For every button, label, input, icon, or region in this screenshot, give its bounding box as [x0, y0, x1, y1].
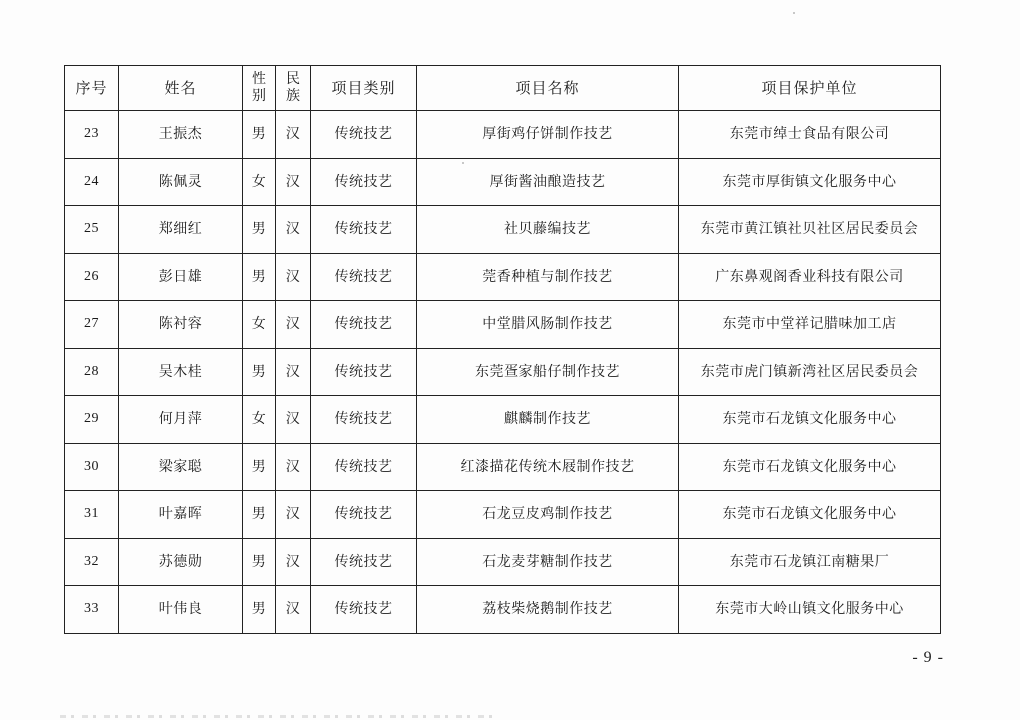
cell-project: 东莞疍家船仔制作技艺 [417, 348, 679, 396]
cell-unit: 广东鼻观阁香业科技有限公司 [679, 253, 941, 301]
header-gender-line-1: 性 [252, 71, 266, 87]
cell-ethnicity: 汉 [276, 158, 311, 206]
header-project: 项目名称 [417, 66, 679, 111]
cell-unit: 东莞市厚街镇文化服务中心 [679, 158, 941, 206]
table-header-row [65, 66, 941, 111]
header-gender-line-2: 别 [252, 88, 266, 104]
heritage-inheritor-table [64, 65, 941, 634]
table-row [65, 158, 941, 206]
cell-category: 传统技艺 [311, 586, 417, 634]
table-row [65, 586, 941, 634]
header-unit: 项目保护单位 [679, 66, 941, 111]
cell-gender: 男 [243, 111, 276, 159]
cell-unit: 东莞市绰士食品有限公司 [679, 111, 941, 159]
cell-category: 传统技艺 [311, 111, 417, 159]
cell-gender: 女 [243, 396, 276, 444]
cell-ethnicity: 汉 [276, 111, 311, 159]
cell-gender: 男 [243, 491, 276, 539]
cell-no: 24 [65, 158, 119, 206]
cell-category: 传统技艺 [311, 206, 417, 254]
page-number: - 9 - [912, 649, 944, 666]
cell-gender: 男 [243, 348, 276, 396]
cell-unit: 东莞市石龙镇文化服务中心 [679, 396, 941, 444]
cell-project: 麒麟制作技艺 [417, 396, 679, 444]
cell-project: 石龙麦芽糖制作技艺 [417, 538, 679, 586]
cell-gender: 男 [243, 586, 276, 634]
cell-project: 社贝藤编技艺 [417, 206, 679, 254]
table-row [65, 253, 941, 301]
table-row [65, 491, 941, 539]
cell-category: 传统技艺 [311, 396, 417, 444]
cell-no: 30 [65, 443, 119, 491]
table-row [65, 396, 941, 444]
cell-ethnicity: 汉 [276, 538, 311, 586]
cell-gender: 女 [243, 158, 276, 206]
cell-no: 25 [65, 206, 119, 254]
cell-no: 26 [65, 253, 119, 301]
cell-project: 中堂腊风肠制作技艺 [417, 301, 679, 349]
header-category: 项目类别 [311, 66, 417, 111]
cell-name: 梁家聪 [119, 443, 243, 491]
cell-project: 红漆描花传统木屐制作技艺 [417, 443, 679, 491]
cell-no: 28 [65, 348, 119, 396]
cell-ethnicity: 汉 [276, 443, 311, 491]
cell-project: 厚街鸡仔饼制作技艺 [417, 111, 679, 159]
cell-name: 郑细红 [119, 206, 243, 254]
cell-no: 32 [65, 538, 119, 586]
cell-ethnicity: 汉 [276, 396, 311, 444]
cell-unit: 东莞市虎门镇新湾社区居民委员会 [679, 348, 941, 396]
cell-name: 叶嘉晖 [119, 491, 243, 539]
table-row [65, 301, 941, 349]
scan-speck [462, 162, 464, 164]
table-row [65, 348, 941, 396]
cell-category: 传统技艺 [311, 301, 417, 349]
cell-project: 莞香种植与制作技艺 [417, 253, 679, 301]
cell-unit: 东莞市大岭山镇文化服务中心 [679, 586, 941, 634]
cell-ethnicity: 汉 [276, 348, 311, 396]
header-ethnicity-line-2: 族 [286, 88, 300, 104]
cell-name: 陈佩灵 [119, 158, 243, 206]
cell-name: 王振杰 [119, 111, 243, 159]
cell-name: 何月萍 [119, 396, 243, 444]
cell-category: 传统技艺 [311, 348, 417, 396]
cell-name: 吴木桂 [119, 348, 243, 396]
cell-category: 传统技艺 [311, 158, 417, 206]
cell-no: 27 [65, 301, 119, 349]
cell-name: 叶伟良 [119, 586, 243, 634]
table-row [65, 443, 941, 491]
header-ethnicity-line-1: 民 [286, 71, 300, 87]
cell-unit: 东莞市黄江镇社贝社区居民委员会 [679, 206, 941, 254]
header-ethnicity [276, 66, 311, 111]
cell-category: 传统技艺 [311, 538, 417, 586]
cell-ethnicity: 汉 [276, 586, 311, 634]
cell-gender: 男 [243, 253, 276, 301]
cell-gender: 男 [243, 443, 276, 491]
cell-unit: 东莞市石龙镇江南糖果厂 [679, 538, 941, 586]
cell-ethnicity: 汉 [276, 301, 311, 349]
scan-noise [60, 715, 500, 718]
cell-project: 荔枝柴烧鹅制作技艺 [417, 586, 679, 634]
cell-unit: 东莞市石龙镇文化服务中心 [679, 443, 941, 491]
header-no: 序号 [65, 66, 119, 111]
table-row [65, 538, 941, 586]
cell-gender: 男 [243, 206, 276, 254]
cell-gender: 男 [243, 538, 276, 586]
cell-no: 31 [65, 491, 119, 539]
cell-name: 彭日雄 [119, 253, 243, 301]
cell-gender: 女 [243, 301, 276, 349]
cell-no: 33 [65, 586, 119, 634]
cell-ethnicity: 汉 [276, 206, 311, 254]
cell-category: 传统技艺 [311, 443, 417, 491]
cell-unit: 东莞市石龙镇文化服务中心 [679, 491, 941, 539]
scan-speck [793, 12, 795, 14]
cell-no: 23 [65, 111, 119, 159]
cell-category: 传统技艺 [311, 253, 417, 301]
cell-name: 陈衬容 [119, 301, 243, 349]
cell-ethnicity: 汉 [276, 253, 311, 301]
cell-ethnicity: 汉 [276, 491, 311, 539]
header-gender [243, 66, 276, 111]
cell-category: 传统技艺 [311, 491, 417, 539]
cell-unit: 东莞市中堂祥记腊味加工店 [679, 301, 941, 349]
cell-project: 石龙豆皮鸡制作技艺 [417, 491, 679, 539]
table-row [65, 206, 941, 254]
header-name: 姓名 [119, 66, 243, 111]
table-row [65, 111, 941, 159]
cell-no: 29 [65, 396, 119, 444]
cell-name: 苏德勋 [119, 538, 243, 586]
cell-project: 厚街酱油酿造技艺 [417, 158, 679, 206]
